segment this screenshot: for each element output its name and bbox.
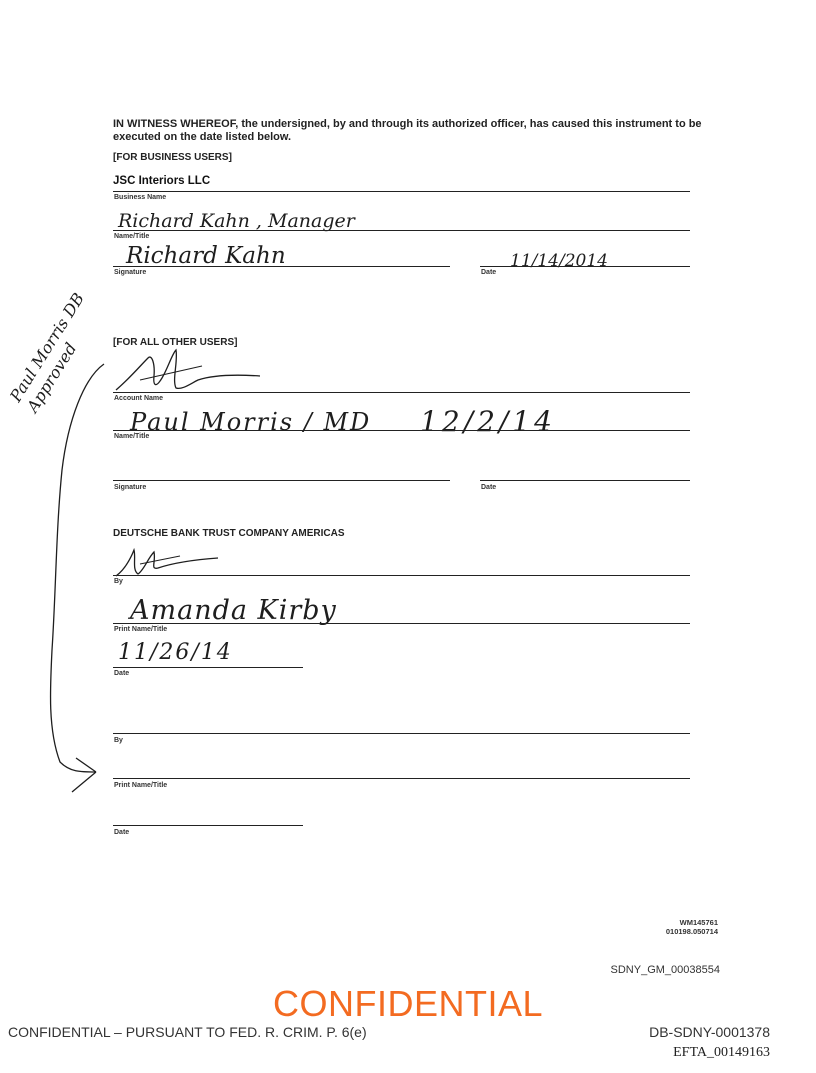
date-line-2 [113,825,303,826]
handwritten-date-other: 12/2/14 [420,405,556,438]
name-title-caption: Name/Title [114,233,150,240]
signature-line-other [113,480,450,481]
signature-caption: Signature [114,269,147,276]
account-name-caption: Account Name [114,395,164,402]
print-name-caption-2: Print Name/Title [114,782,168,789]
scribble-signature-account [110,340,270,400]
scribble-signature-bank [110,540,230,578]
bank-heading: DEUTSCHE BANK TRUST COMPANY AMERICAS [113,528,345,539]
bates-stamp [666,918,718,936]
name-title-line-other [113,430,690,431]
confidential-watermark: CONFIDENTIAL [272,983,544,1024]
handwritten-date-business: 11/14/2014 [510,251,608,271]
account-name-line [113,392,690,393]
signature-line [113,266,450,267]
margin-arrow [0,360,120,800]
by-caption-2: By [114,737,123,744]
business-name-caption: Business Name [114,194,167,201]
bates-gm-number: SDNY_GM_00038554 [610,964,720,976]
witness-clause: IN WITNESS WHEREOF, the undersigned, by and through its authorized officer, has caused this instrument to be executed on the date listed below. [113,118,702,143]
date-caption-2: Date [114,829,130,836]
other-users-heading: [FOR ALL OTHER USERS] [113,337,238,348]
name-title-line [113,230,690,231]
by-line [113,575,690,576]
handwritten-date-bank: 11/26/14 [118,640,233,665]
print-name-caption: Print Name/Title [114,626,168,633]
print-name-line-2 [113,778,690,779]
bank-date-caption: Date [114,670,130,677]
margin-note: Paul Morris DB Approved [6,289,89,416]
signature-caption-other: Signature [114,484,147,491]
name-title-caption-other: Name/Title [114,433,150,440]
efta-number: EFTA_00149163 [673,1045,770,1060]
bates-db-number: DB-SDNY-0001378 [649,1024,770,1040]
business-users-heading: [FOR BUSINESS USERS] [113,152,232,163]
by-caption: By [114,578,123,585]
business-name-line [113,191,690,192]
stamp-line-2: 010198.050714 [665,927,718,936]
handwritten-print-name-bank: Amanda Kirby [130,595,337,626]
date-caption-other: Date [481,484,497,491]
print-name-line [113,623,690,624]
by-line-2 [113,733,690,734]
handwritten-signature-business: Richard Kahn [126,243,286,269]
bank-date-line [113,667,303,668]
handwritten-name-title-other: Paul Morris / MD [130,408,372,436]
business-name-value: JSC Interiors LLC [113,175,211,187]
date-line [480,266,690,267]
date-line-other [480,480,690,481]
date-caption: Date [481,269,497,276]
handwritten-name-title: Richard Kahn , Manager [118,210,355,232]
stamp-line-1: WM145761 [679,918,718,927]
confidential-notice: CONFIDENTIAL – PURSUANT TO FED. R. CRIM. P. 6(e) [8,1024,367,1040]
